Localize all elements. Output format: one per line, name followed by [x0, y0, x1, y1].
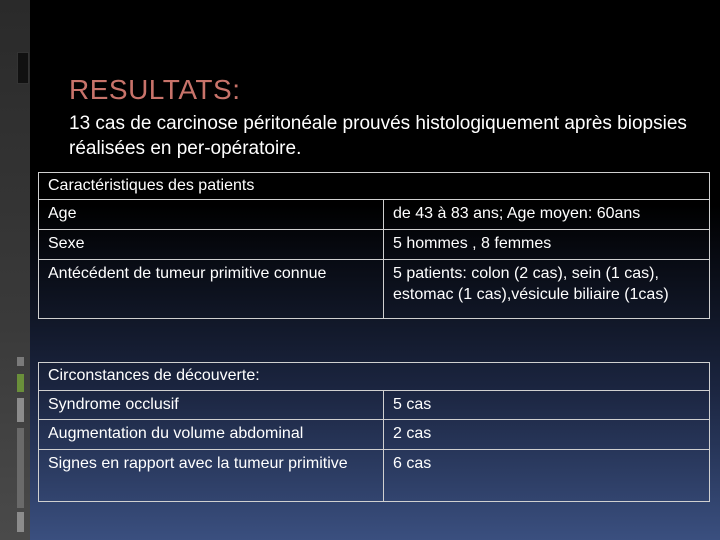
row-label: Sexe — [39, 230, 384, 260]
row-label: Antécédent de tumeur primitive connue — [39, 260, 384, 319]
table-row — [39, 260, 710, 319]
table-row — [39, 450, 710, 502]
slide-title: RESULTATS: — [69, 74, 241, 105]
decorative-marker — [17, 52, 29, 84]
decorative-bar — [17, 374, 24, 392]
table-row — [39, 200, 710, 230]
table-header-row — [39, 363, 710, 391]
table-header: Caractéristiques des patients — [39, 173, 710, 200]
row-label: Syndrome occlusif — [39, 391, 384, 420]
decorative-bar — [17, 398, 24, 422]
intro-text: 13 cas de carcinose péritonéale prouvés histologiquement après biopsies réalisées en per-opératoire. — [69, 113, 687, 159]
decorative-bar — [17, 428, 24, 508]
row-label: Age — [39, 200, 384, 230]
row-value: 5 cas — [384, 391, 710, 420]
row-label: Augmentation du volume abdominal — [39, 420, 384, 450]
row-value: 6 cas — [384, 450, 710, 502]
decorative-bar — [17, 357, 24, 366]
row-value: de 43 à 83 ans; Age moyen: 60ans — [384, 200, 710, 230]
row-value: 5 patients: colon (2 cas), sein (1 cas), estomac (1 cas),vésicule biliaire (1cas) — [384, 260, 710, 319]
table-header: Circonstances de découverte: — [39, 363, 710, 391]
table-row — [39, 391, 710, 420]
row-value: 5 hommes , 8 femmes — [384, 230, 710, 260]
table-row — [39, 230, 710, 260]
table-header-row — [39, 173, 710, 200]
row-label: Signes en rapport avec la tumeur primitive — [39, 450, 384, 502]
patients-table — [38, 172, 710, 319]
discovery-table — [38, 362, 710, 502]
row-value: 2 cas — [384, 420, 710, 450]
decorative-bar — [17, 512, 24, 532]
table-row — [39, 420, 710, 450]
